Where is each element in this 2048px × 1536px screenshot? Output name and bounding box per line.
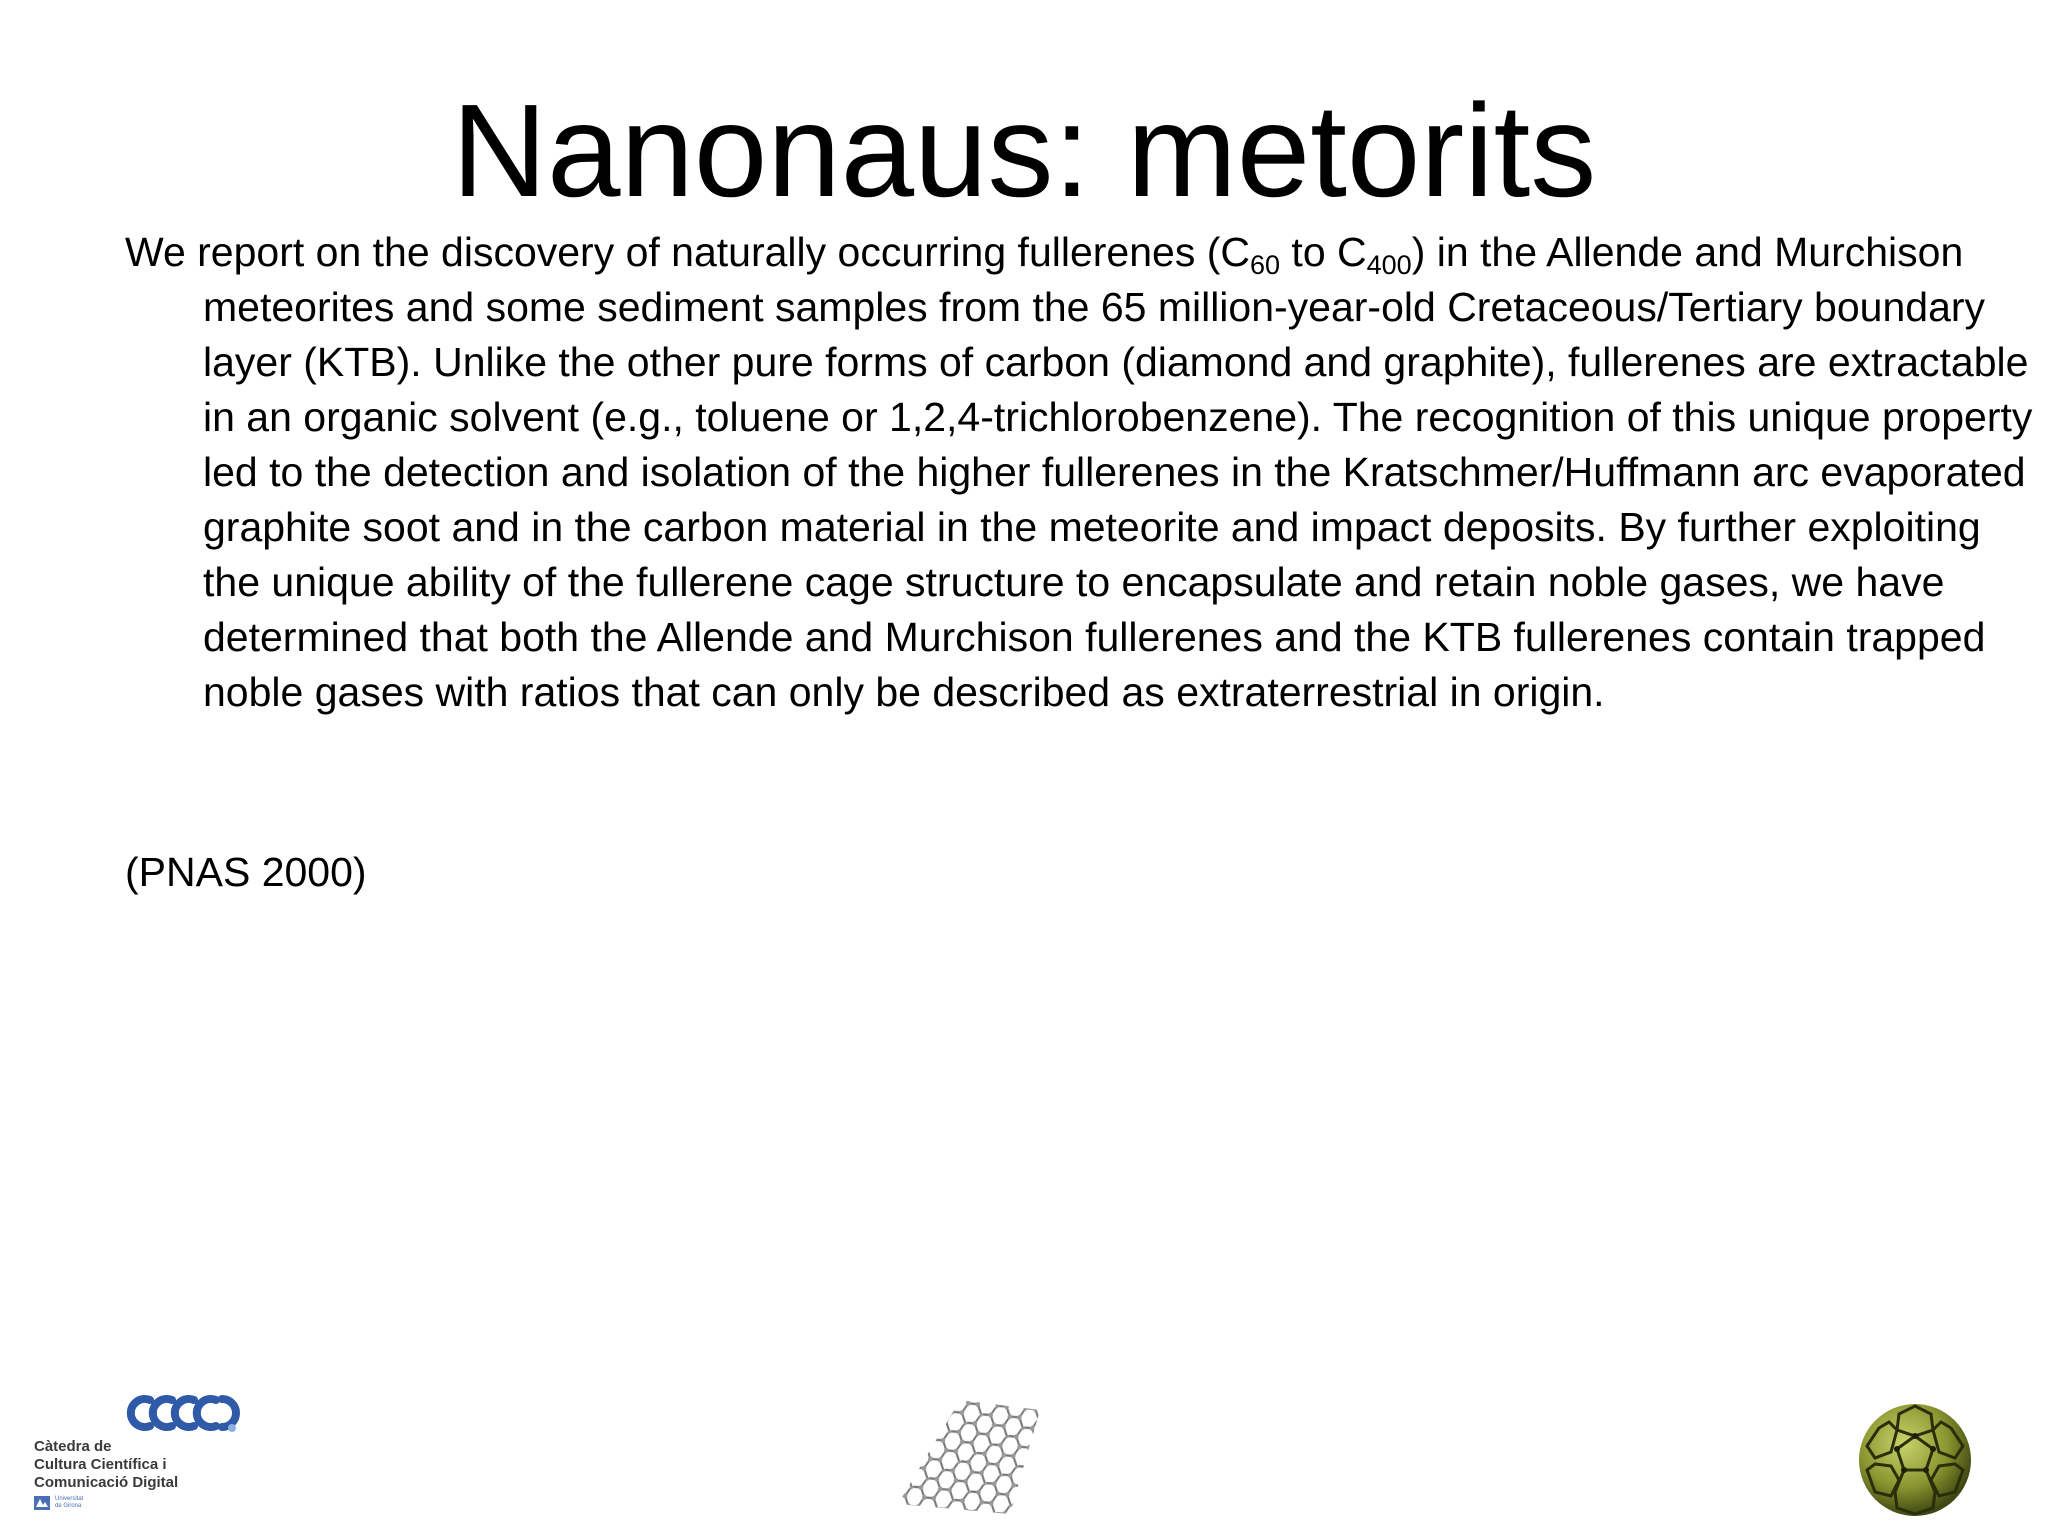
university-icon — [34, 1496, 50, 1510]
university-line-1: Universitat — [55, 1496, 84, 1502]
logo-line-2: Cultura Científica i — [34, 1456, 167, 1473]
university-badge — [34, 1496, 83, 1510]
abstract-text-2: to C — [1280, 229, 1367, 275]
graphene-sheet-icon — [890, 1392, 1070, 1522]
subscript-60: 60 — [1249, 250, 1281, 280]
abstract-text-3: ) in the Allende and Murchison meteorites and some sediment samples from the 65 million-year-old Cretaceous/Tertiary boundary layer (KTB). Unlike the other pure forms of carbon (diamond and graphite), fullerenes are extractable in an organic solvent (e.g., toluene or 1,2,4-trichlorobenzene). The recognition of this unique property led to the detection and isolation of the higher fullerenes in the Kratschmer/Huffmann arc evaporated graphite soot and in the carbon material in the meteorite and impact deposits. By further exploiting the unique ability of the fullerene cage structure to encapsulate and retain noble gases, we have determined that both the Allende and Murchison fullerenes and the KTB fullerenes contain trapped noble gases with ratios that can only be described as extraterrestrial in origin. — [203, 229, 2033, 715]
abstract-paragraph — [125, 225, 2033, 720]
slide-title: Nanonaus: metorits — [451, 77, 1597, 224]
fullerene-c60-icon — [1855, 1400, 1975, 1520]
university-line-2: de Girona — [55, 1503, 82, 1509]
logo-line-1: Càtedra de — [34, 1438, 112, 1455]
abstract-text-1: We report on the discovery of naturally occurring fullerenes (C — [125, 229, 1250, 275]
cccd-logo-icon — [126, 1392, 242, 1436]
logo-line-3: Comunicació Digital — [34, 1474, 179, 1491]
logo-text — [34, 1438, 178, 1492]
citation: (PNAS 2000) — [125, 849, 367, 895]
catedra-logo — [34, 1392, 224, 1522]
subscript-400: 400 — [1366, 250, 1412, 280]
